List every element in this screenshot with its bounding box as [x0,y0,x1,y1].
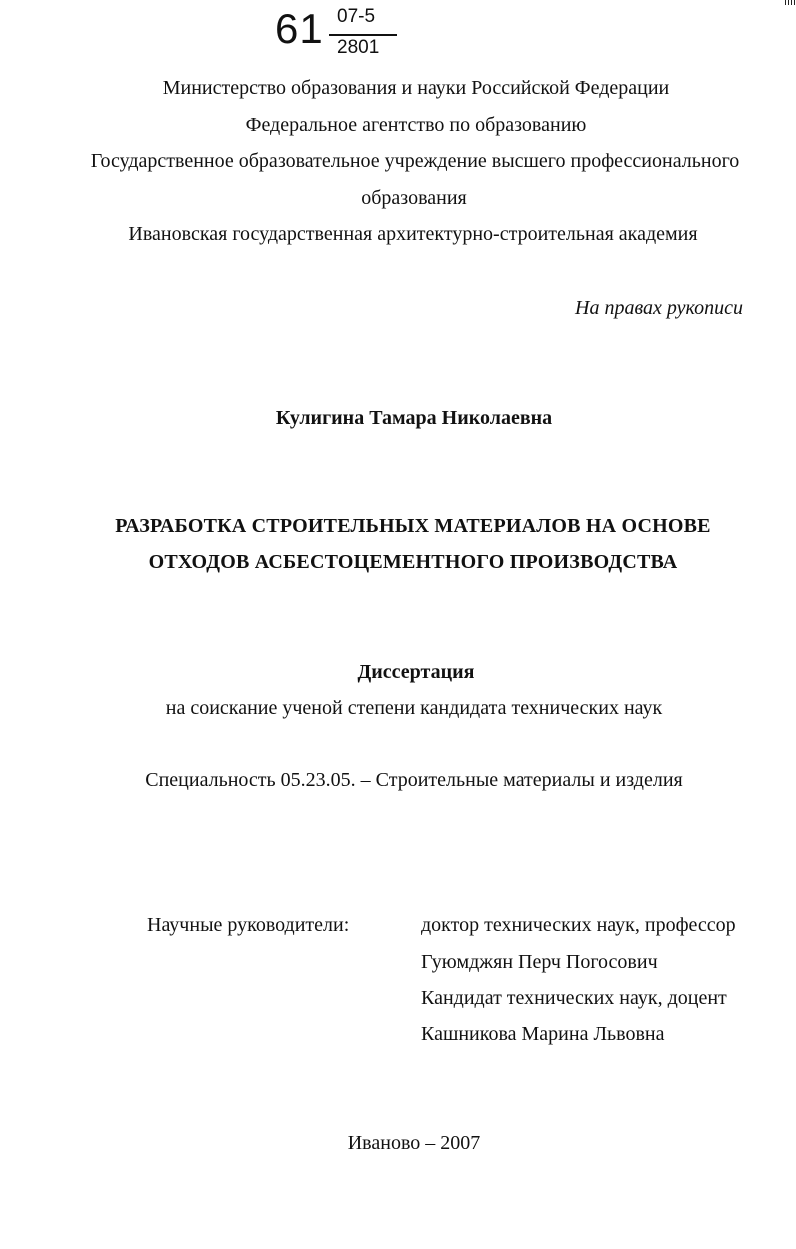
stamp-denominator: 2801 [337,37,380,58]
manuscript-note: На правах рукописи [575,297,743,319]
dissertation-title-line-1: РАЗРАБОТКА СТРОИТЕЛЬНЫХ МАТЕРИАЛОВ НА ОСНОВЕ [115,515,711,537]
specialty-line: Специальность 05.23.05. – Строительные материалы и изделия [145,769,683,791]
stamp-numerator: 07-5 [337,6,376,27]
scan-edge-mark [785,0,796,5]
institution-line-1: Государственное образовательное учреждение высшего профессионального [90,150,740,172]
supervisor-1-degree: доктор технических наук, профессор [421,914,736,936]
supervisor-2-name: Кашникова Марина Львовна [421,1023,665,1045]
library-stamp [271,4,411,64]
supervisor-1-name: Гуюмджян Перч Погосович [421,951,658,973]
work-type-label: Диссертация [357,661,475,683]
degree-purpose: на соискание ученой степени кандидата технических наук [165,697,663,719]
agency-line: Федеральное агентство по образованию [245,114,587,136]
academy-line: Ивановская государственная архитектурно-строительная академия [128,223,698,245]
stamp-number: 61 [275,5,324,52]
author-name: Кулигина Тамара Николаевна [275,407,553,429]
stamp-fraction-bar [329,34,397,36]
dissertation-title-line-2: ОТХОДОВ АСБЕСТОЦЕМЕНТНОГО ПРОИЗВОДСТВА [148,551,678,573]
place-year: Иваново – 2007 [347,1132,481,1154]
institution-line-2: образования [361,187,467,209]
ministry-line: Министерство образования и науки Российской Федерации [162,77,670,99]
supervisor-2-degree: Кандидат технических наук, доцент [421,987,727,1009]
supervisors-label: Научные руководители: [147,914,350,936]
